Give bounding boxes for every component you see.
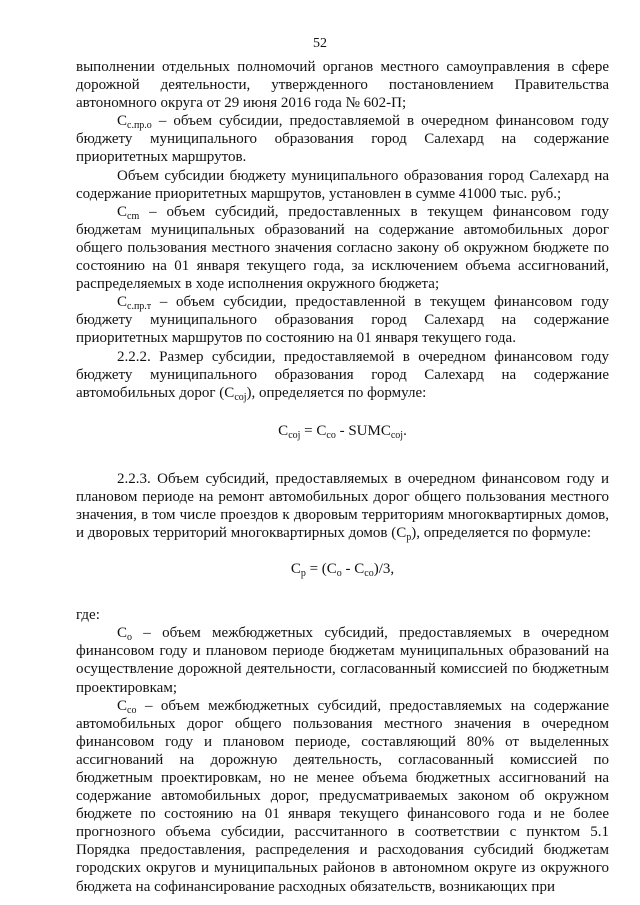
paragraph-text: – объем межбюджетных субсидий, предоставляемых на содержание автомобильных дорог общего пользования местного значения в очередном финансовом году и плановом периоде, составляющий 80% от выделенных ассигнований на дорожную деятельность, согласованный комиссией по бюджетным проектировкам, но не менее объема бюджетных ассигнований на содержание автомобильных дорог, предусматриваемых законом об окружном бюджете по состоянию на 01 января текущего финансового года и не более прогнозного объема субсидии, рассчитанного в соответствии с пунктом 5.1 Порядка предоставления, распределения и расходования субсидий бюджетам городских округов и муниципальных районов в автономном округе из окружного бюджета на софинансирование расходных обязательств, возникающих при xyxy=(76,697,609,895)
symbol-subscript: сm xyxy=(127,210,140,222)
symbol-subscript: coj xyxy=(234,391,247,403)
symbol-subscript: р xyxy=(406,532,412,544)
formula-c-p: $С_р = (С_о - С_{со})/3$, xyxy=(290,561,395,580)
paragraph-text: 2.2.3. Объем субсидий, предоставляемых в очередном финансовом году и плановом периоде на ремонт автомобильных дорог общего пользования местного значения, в том числе проездов к дворовым территориям многоквартирных домов, и дворовых территорий многоквартирных домов (С xyxy=(76,470,609,542)
paragraph-c-sm xyxy=(76,203,609,293)
symbol-subscript: с.пр.о xyxy=(127,120,152,132)
paragraph-c-o xyxy=(76,624,609,696)
paragraph-2-2-2 xyxy=(76,348,609,402)
where-label: где: xyxy=(76,607,100,624)
symbol-subscript: с.пр.т xyxy=(127,301,152,313)
paragraph-text: – объем субсидии, предоставленной в текущем финансовом году бюджету муниципального образования город Салехард на содержание приоритетных маршрутов по состоянию на 01 января текущего года. xyxy=(76,294,609,347)
paragraph-2-2-3 xyxy=(76,470,609,542)
paragraph-text: ), определяется по формуле: xyxy=(246,384,427,401)
symbol: С xyxy=(117,697,128,714)
symbol: С xyxy=(117,113,128,130)
paragraph-text: – объем субсидии, предоставляемой в очередном финансовом году бюджету муниципального образования город Салехард на содержание приоритетных маршрутов. xyxy=(76,113,609,166)
formula-c-coj: $С_{coj} = С_{co}$ - $SUMC_{coj}$. xyxy=(278,422,407,441)
paragraph-text: – объем межбюджетных субсидий, предоставляемых в очередном финансовом году и плановом периоде бюджетам муниципальных образований на осуществление дорожной деятельности, согласованный комиссией по бюджетным проектировкам; xyxy=(76,625,609,696)
paragraph-c-spr-o xyxy=(76,112,609,166)
paragraph-subsidy-amount: Объем субсидии бюджету муниципального образования город Салехард на содержание приоритетных маршрутов, установлен в сумме 41000 тыс. руб.; xyxy=(76,167,609,202)
symbol: С xyxy=(117,625,128,642)
symbol: С xyxy=(117,203,128,220)
paragraph-continuation: выполнении отдельных полномочий органов местного самоуправления в сфере дорожной деятельности, утвержденного постановлением Правительства автономного округа от 29 июня 2016 года № 602-П; xyxy=(76,59,609,112)
paragraph-c-spr-t xyxy=(76,293,609,347)
symbol-subscript: о xyxy=(127,632,133,644)
symbol: С xyxy=(117,294,128,311)
document-body xyxy=(76,58,609,896)
paragraph-text: ), определяется по формуле: xyxy=(411,525,592,542)
paragraph-c-co xyxy=(76,697,609,896)
page-number: 52 xyxy=(313,36,327,51)
paragraph-text: 2.2.2. Размер субсидии, предоставляемой в очередном финансовом году бюджету муниципального образования город Салехард на содержание автомобильных дорог (С xyxy=(76,348,609,401)
paragraph-text: – объем субсидий, предоставленных в текущем финансовом году бюджетам муниципальных образований на содержание автомобильных дорог общего пользования местного значения согласно закону об окружном бюджете по состоянию на 01 января текущего года, за исключением объема ассигнований, распределяемых в ходе исполнения окружного бюджета; xyxy=(76,203,609,293)
symbol-subscript: со xyxy=(127,704,137,716)
